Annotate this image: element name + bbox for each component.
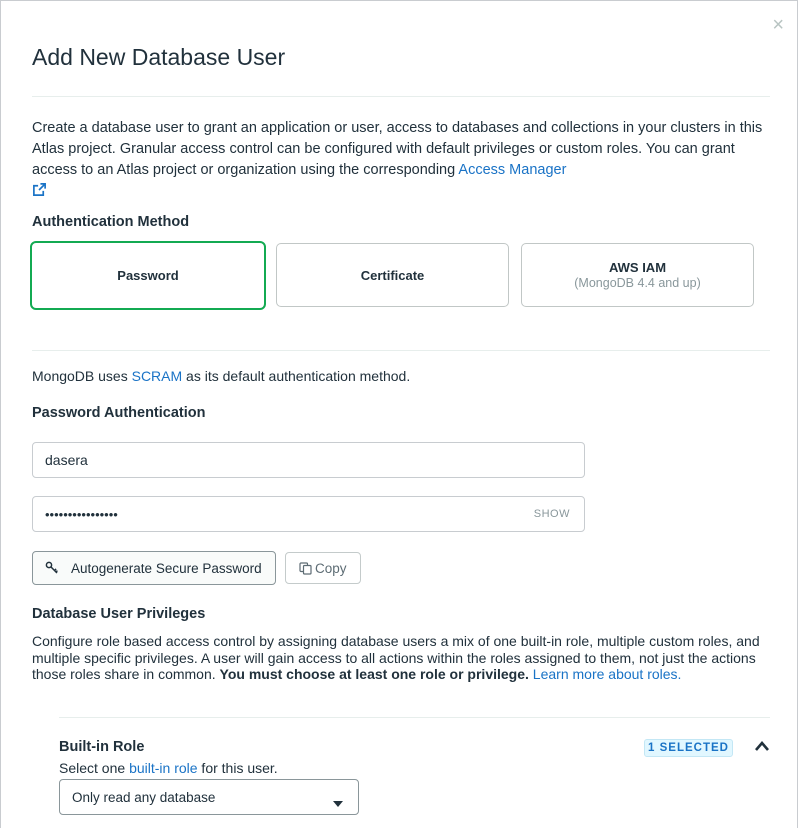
- auth-option-sublabel: (MongoDB 4.4 and up): [574, 276, 701, 290]
- show-password-button[interactable]: SHOW: [533, 508, 570, 520]
- learn-more-roles-link[interactable]: Learn more about roles.: [532, 666, 682, 682]
- auth-option-label: Password: [117, 268, 179, 283]
- scram-note-suffix: as its default authentication method.: [182, 368, 411, 384]
- copy-icon: [299, 562, 312, 575]
- autogenerate-password-button[interactable]: [32, 551, 276, 585]
- built-in-role-link[interactable]: built-in role: [129, 760, 198, 776]
- scram-note: [32, 368, 410, 384]
- scram-link[interactable]: SCRAM: [131, 368, 183, 384]
- auth-option-label: AWS IAM: [608, 260, 667, 275]
- privileges-text: Configure role based access control by assigning database users a mix of one built-in role, multiple custom roles, and multiple specific privileges. A user will gain access to all actions within the roles assigned to them, not just the actions those roles share in common.: [32, 633, 760, 682]
- privileges-description: [32, 633, 772, 683]
- built-in-role-title: Built-in Role: [59, 739, 145, 755]
- username-input[interactable]: [32, 442, 585, 478]
- privileges-required-note: You must choose at least one role or privilege.: [219, 666, 529, 682]
- built-in-role-sub-prefix: Select one: [59, 760, 130, 776]
- scram-note-prefix: MongoDB uses: [32, 368, 132, 384]
- auth-option-certificate[interactable]: [276, 243, 509, 307]
- divider: [59, 717, 770, 718]
- modal-title: Add New Database User: [32, 44, 286, 70]
- auth-option-aws-iam[interactable]: [521, 243, 754, 307]
- caret-down-icon: [333, 795, 343, 810]
- authentication-method-heading: Authentication Method: [32, 214, 190, 230]
- built-in-role-subtitle: [59, 760, 278, 776]
- divider: [32, 96, 770, 97]
- external-link-icon[interactable]: [32, 182, 47, 204]
- divider: [32, 350, 770, 351]
- username-value: dasera: [45, 452, 88, 468]
- built-in-role-value: Only read any database: [72, 789, 216, 805]
- password-input[interactable]: [32, 496, 585, 532]
- auth-option-label: Certificate: [360, 267, 425, 283]
- intro-description: Create a database user to grant an application or user, access to databases and collections in your clusters in this Atlas project. Granular access control can be configured with default privileges or custom roles. You can grant access to an Atlas project or organization using the corresponding: [32, 120, 763, 178]
- access-manager-link[interactable]: Access Manager: [458, 162, 567, 178]
- password-authentication-heading: Password Authentication: [32, 405, 206, 421]
- autogenerate-label: Autogenerate Secure Password: [71, 560, 262, 576]
- auth-option-password[interactable]: [30, 241, 266, 310]
- chevron-up-icon[interactable]: [753, 738, 771, 754]
- built-in-role-sub-suffix: for this user.: [197, 760, 278, 776]
- built-in-role-select[interactable]: [59, 779, 359, 815]
- key-icon: [45, 561, 59, 575]
- close-icon[interactable]: ×: [772, 14, 784, 36]
- copy-label: Copy: [315, 560, 347, 576]
- intro-text: [32, 118, 777, 204]
- copy-password-button[interactable]: [285, 552, 361, 584]
- selected-count-badge: 1 SELECTED: [644, 739, 733, 757]
- password-value: ••••••••••••••••: [45, 506, 118, 522]
- database-user-privileges-heading: Database User Privileges: [32, 606, 206, 622]
